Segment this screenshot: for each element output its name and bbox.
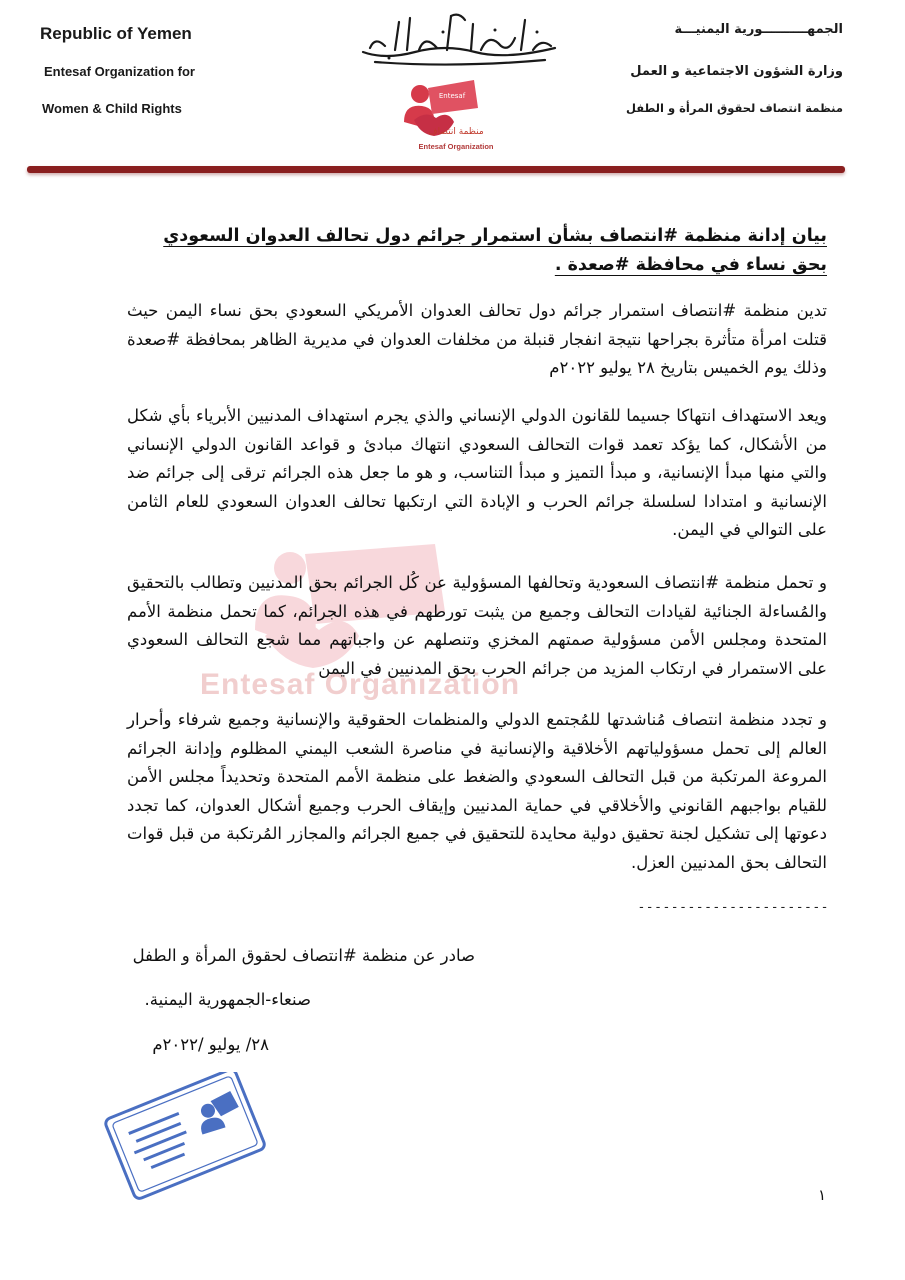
body-paragraph-1: تدين منظمة #انتصاف استمرار جرائم دول تحالف العدوان الأمريكي السعودي بحق نساء اليمن حيث قتلت امرأة متأثرة بجراحها نتيجة انفجار قنبلة من مخلفات العدوان في مديرية الظاهر بمحافظة #صعدة وذلك يوم الخميس بتاريخ ٢٨ يوليو ٢٠٢٢م: [127, 301, 827, 377]
date-line: ٢٨/ يوليو /٢٠٢٢م: [152, 1035, 269, 1054]
place-line: صنعاء-الجمهورية اليمنية.: [144, 990, 311, 1009]
organization-stamp: [98, 1072, 268, 1202]
statement-title: بيان إدانة منظمة #انتصاف بشأن استمرار جرائم دول تحالف العدوان السعودي بحق نساء في محافظة #صعدة .: [163, 226, 827, 275]
dashed-separator: -----------------------: [637, 900, 829, 915]
page-number: ١: [818, 1186, 827, 1204]
basmala-calligraphy: [355, 8, 565, 68]
arabic-ministry-name: وزارة الشؤون الاجتماعية و العمل: [630, 64, 843, 79]
logo-english-name: Entesaf Organization: [418, 142, 494, 151]
english-country-name: Republic of Yemen: [40, 24, 192, 43]
logo-arabic-name: منظمة انتصاف: [428, 127, 484, 137]
arabic-org-name: منظمة انتصاف لحقوق المرأة و الطفل: [625, 101, 843, 115]
issuer-line: صادر عن منظمة #انتصاف لحقوق المرأة و الطفل: [132, 946, 475, 965]
body-paragraph-4: و تجدد منظمة انتصاف مُناشدتها للمُجتمع الدولي والمنظمات الحقوقية والإنسانية وجميع شرفاء وأحرار العالم إلى تحمل مسؤولياتهم الأخلاقية والإنسانية في مناصرة الشعب اليمني المظلوم وإدانة الجرائم المروعة المرتكبة من قبل التحالف السعودي والضغط على منظمة الأمم المتحدة وتحديداً مجلس الأمن للقيام بواجبهم القانوني والأخلاقي في حماية المدنيين وإيقاف الحرب وجميع أشكال العدوان، كما تجدد دعوتها إلى تشكيل لجنة تحقيق دولية محايدة للتحقيق في جميع الجرائم والمجازر المُرتكبة من قبل قوات التحالف بحق المدنيين العزل.: [127, 710, 827, 872]
english-org-name-line1: Entesaf Organization for: [44, 64, 195, 79]
watermark-text: Entesaf Organization: [200, 668, 521, 701]
body-paragraph-2: ويعد الاستهداف انتهاكا جسيما للقانون الدولي الإنساني والذي يجرم استهداف المدنيين الأبرياء بأي شكل من الأشكال، كما يؤكد تعمد قوات التحالف السعودي انتهاك مبادئ و قواعد القانون الدولي الإنساني والتي منها مبدأ الإنسانية، و مبدأ التميز و مبدأ التناسب، و هو ما جعل هذه الجرائم ترقى إلى جرائم ضد الإنسانية و امتدادا لسلسلة جرائم الحرب و الإبادة التي ارتكبها تحالف العدوان السعودي للعام الثامن على التوالي في اليمن.: [127, 406, 827, 539]
arabic-country-name: الجمهــــــــــورية اليمنيـــة: [674, 22, 843, 37]
header-divider: [27, 166, 845, 173]
svg-text:Entesaf: Entesaf: [438, 92, 466, 100]
english-org-name-line2: Women & Child Rights: [42, 101, 182, 116]
body-paragraph-3: و تحمل منظمة #انتصاف السعودية وتحالفها المسؤولية عن كُل الجرائم بحق المدنيين وتطالب بالتحقيق والمُساءلة الجنائية لقيادات التحالف وجميع من يثبت تورطهم في هذه الجرائم، كما تحمل منظمة الأمم المتحدة ومجلس الأمن مسؤولية صمتهم المخزي وتنصلهم عن واجباتهم مما شجع التحالف السعودي على الاستمرار في ارتكاب المزيد من جرائم الحرب بحق المدنيين في اليمن: [127, 573, 827, 678]
